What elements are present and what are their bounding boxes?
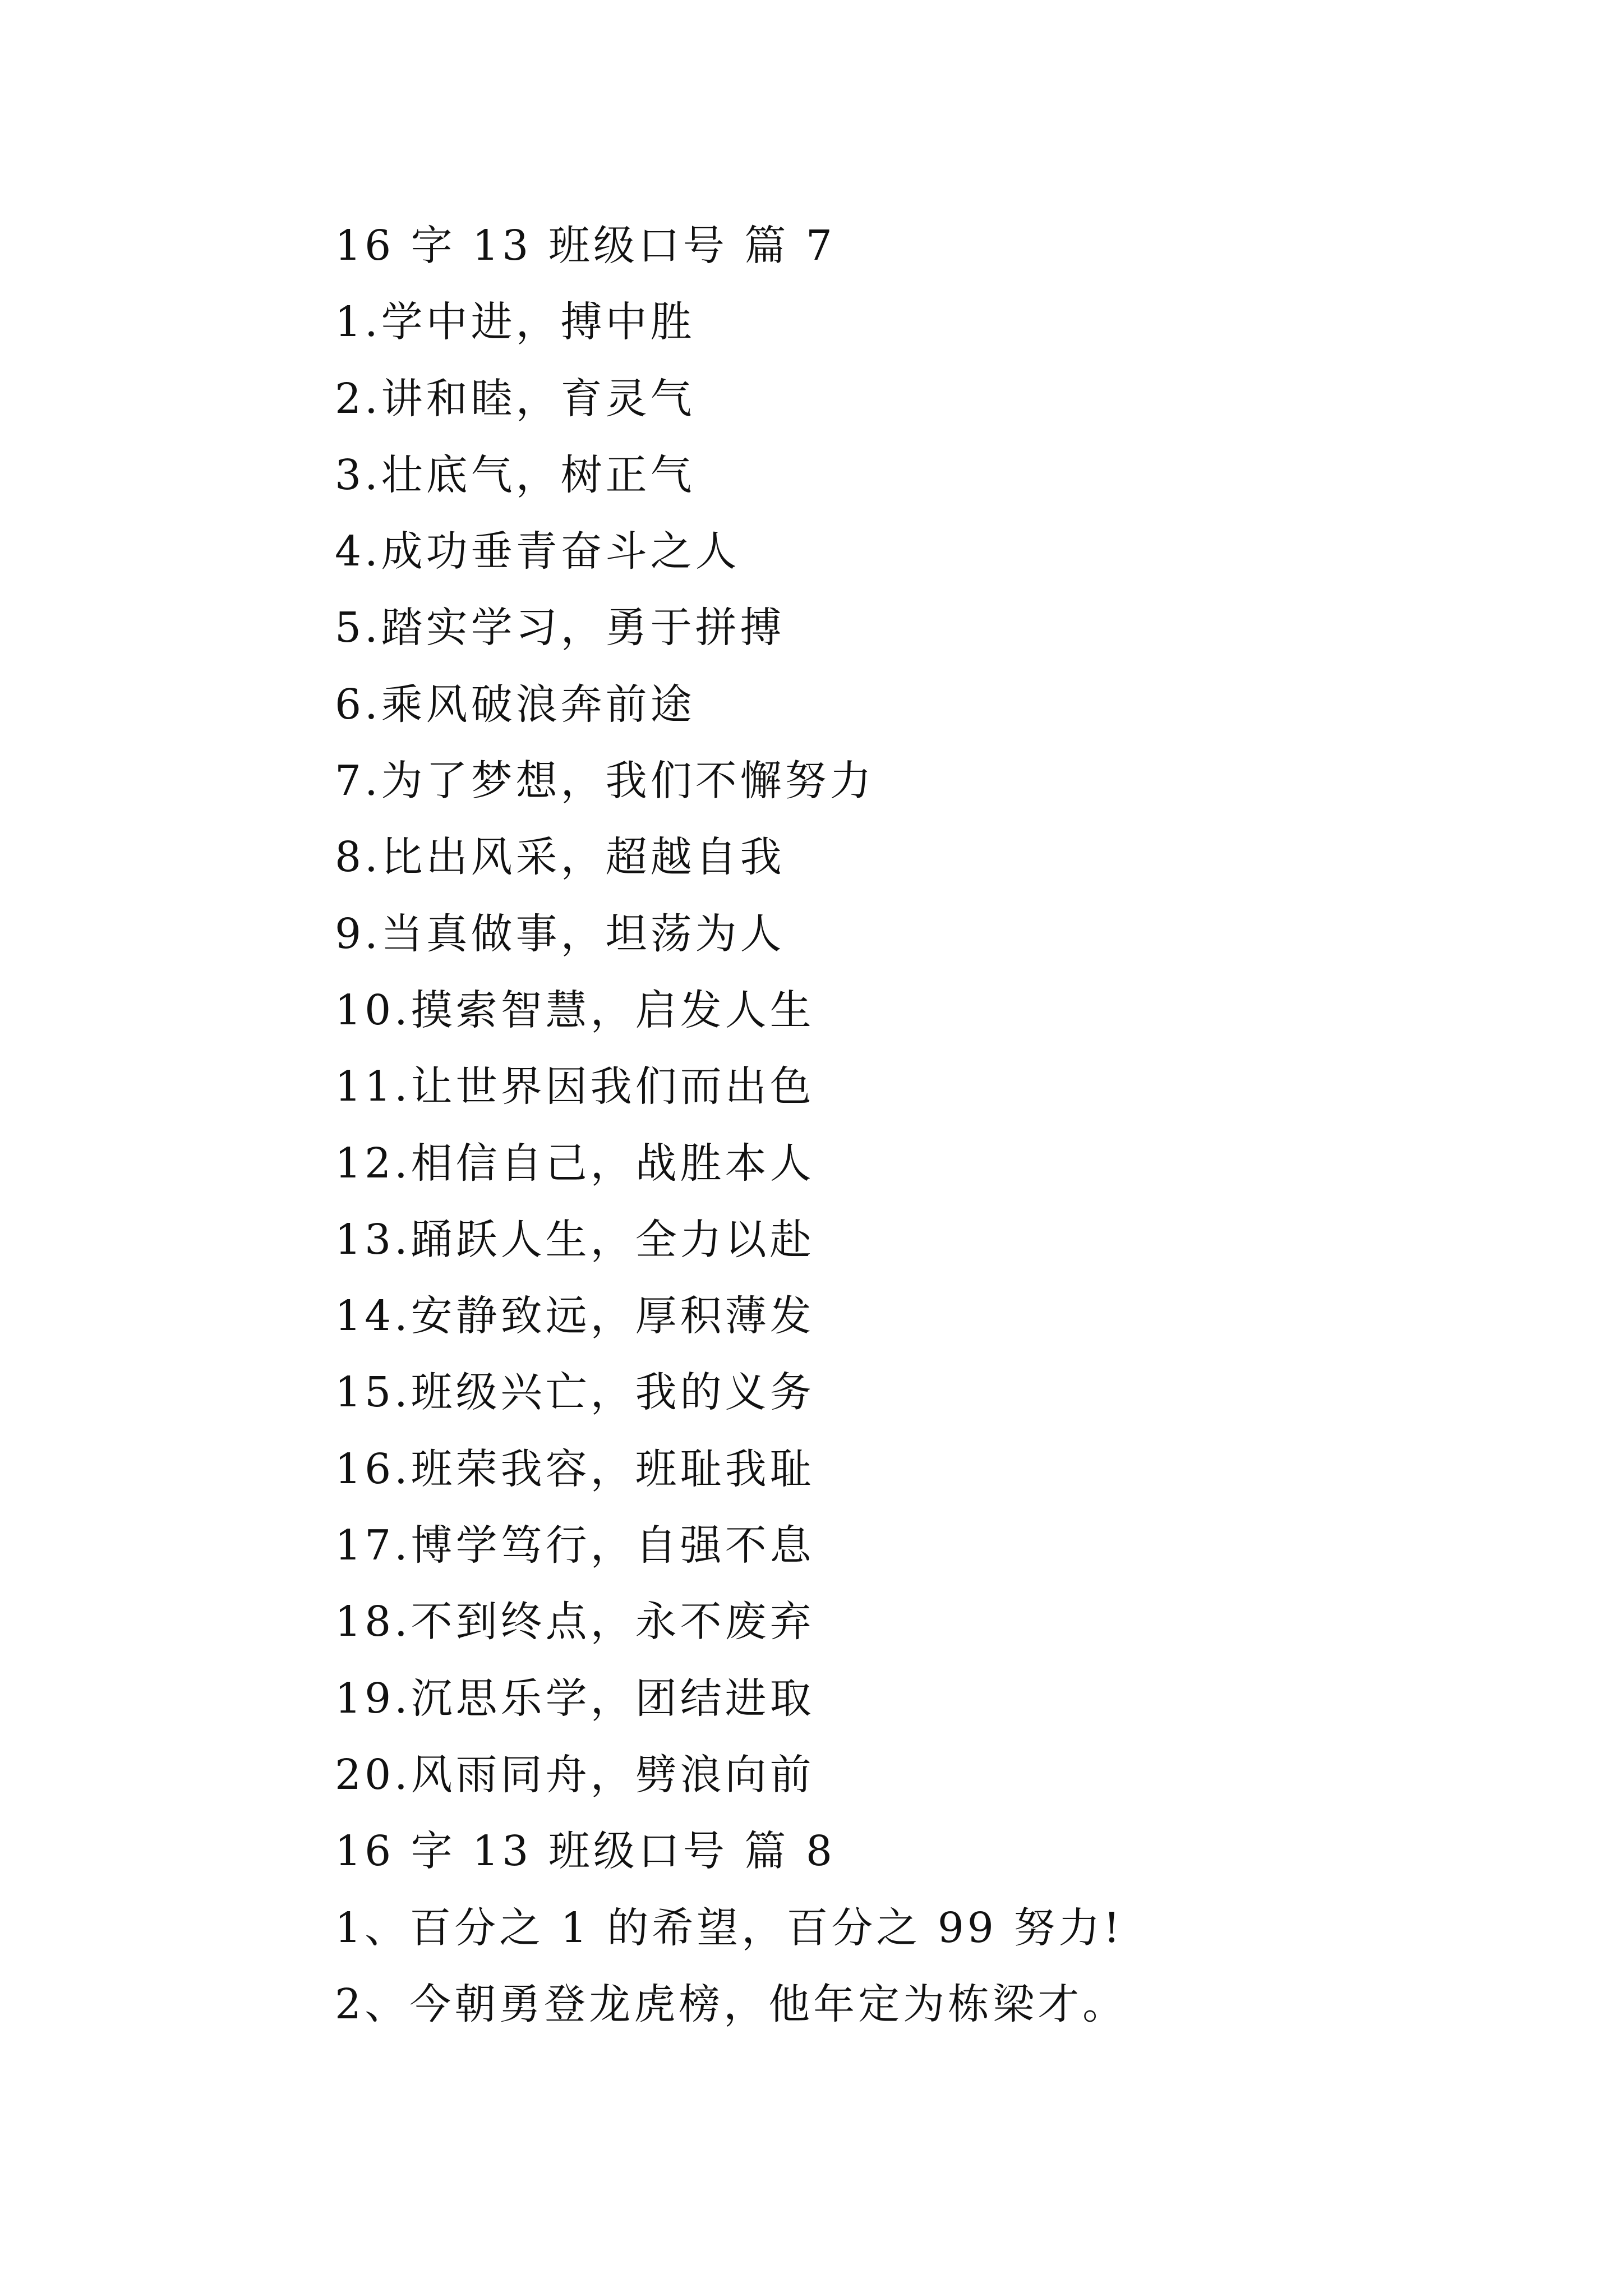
document-body	[335, 208, 1569, 2042]
slogan-line: 1、百分之 1 的希望，百分之 99 努力!	[335, 1903, 1124, 1952]
slogan-line: 18.不到终点，永不废弃	[335, 1598, 815, 1646]
slogan-line: 9.当真做事，坦荡为人	[335, 909, 785, 958]
section-heading-8: 16 字 13 班级口号 篇 8	[335, 1827, 836, 1876]
slogan-line: 6.乘风破浪奔前途	[335, 680, 695, 729]
section-heading-7: 16 字 13 班级口号 篇 7	[335, 222, 836, 270]
slogan-line: 16.班荣我容，班耻我耻	[335, 1444, 815, 1493]
slogan-line: 4.成功垂青奋斗之人	[335, 527, 740, 576]
slogan-line: 19.沉思乐学，团结进取	[335, 1674, 815, 1723]
slogan-line: 5.踏实学习，勇于拼搏	[335, 604, 785, 652]
slogan-line: 3.壮底气，树正气	[335, 450, 695, 499]
slogan-line: 11.让世界因我们而出色	[335, 1062, 815, 1111]
slogan-line: 2.讲和睦，育灵气	[335, 374, 695, 423]
slogan-line: 14.安静致远，厚积薄发	[335, 1292, 815, 1341]
slogan-line: 8.比出风采，超越自我	[335, 833, 785, 882]
slogan-line: 20.风雨同舟，劈浪向前	[335, 1750, 815, 1799]
slogan-line: 2、今朝勇登龙虎榜，他年定为栋梁才。	[335, 1980, 1128, 2028]
slogan-line: 17.博学笃行，自强不息	[335, 1521, 815, 1570]
slogan-line: 1.学中进，搏中胜	[335, 298, 695, 347]
slogan-line: 12.相信自己，战胜本人	[335, 1139, 815, 1188]
slogan-line: 15.班级兴亡，我的义务	[335, 1368, 815, 1417]
slogan-line: 10.摸索智慧，启发人生	[335, 986, 815, 1034]
slogan-line: 7.为了梦想，我们不懈努力	[335, 757, 875, 806]
slogan-line: 13.踊跃人生，全力以赴	[335, 1215, 815, 1264]
